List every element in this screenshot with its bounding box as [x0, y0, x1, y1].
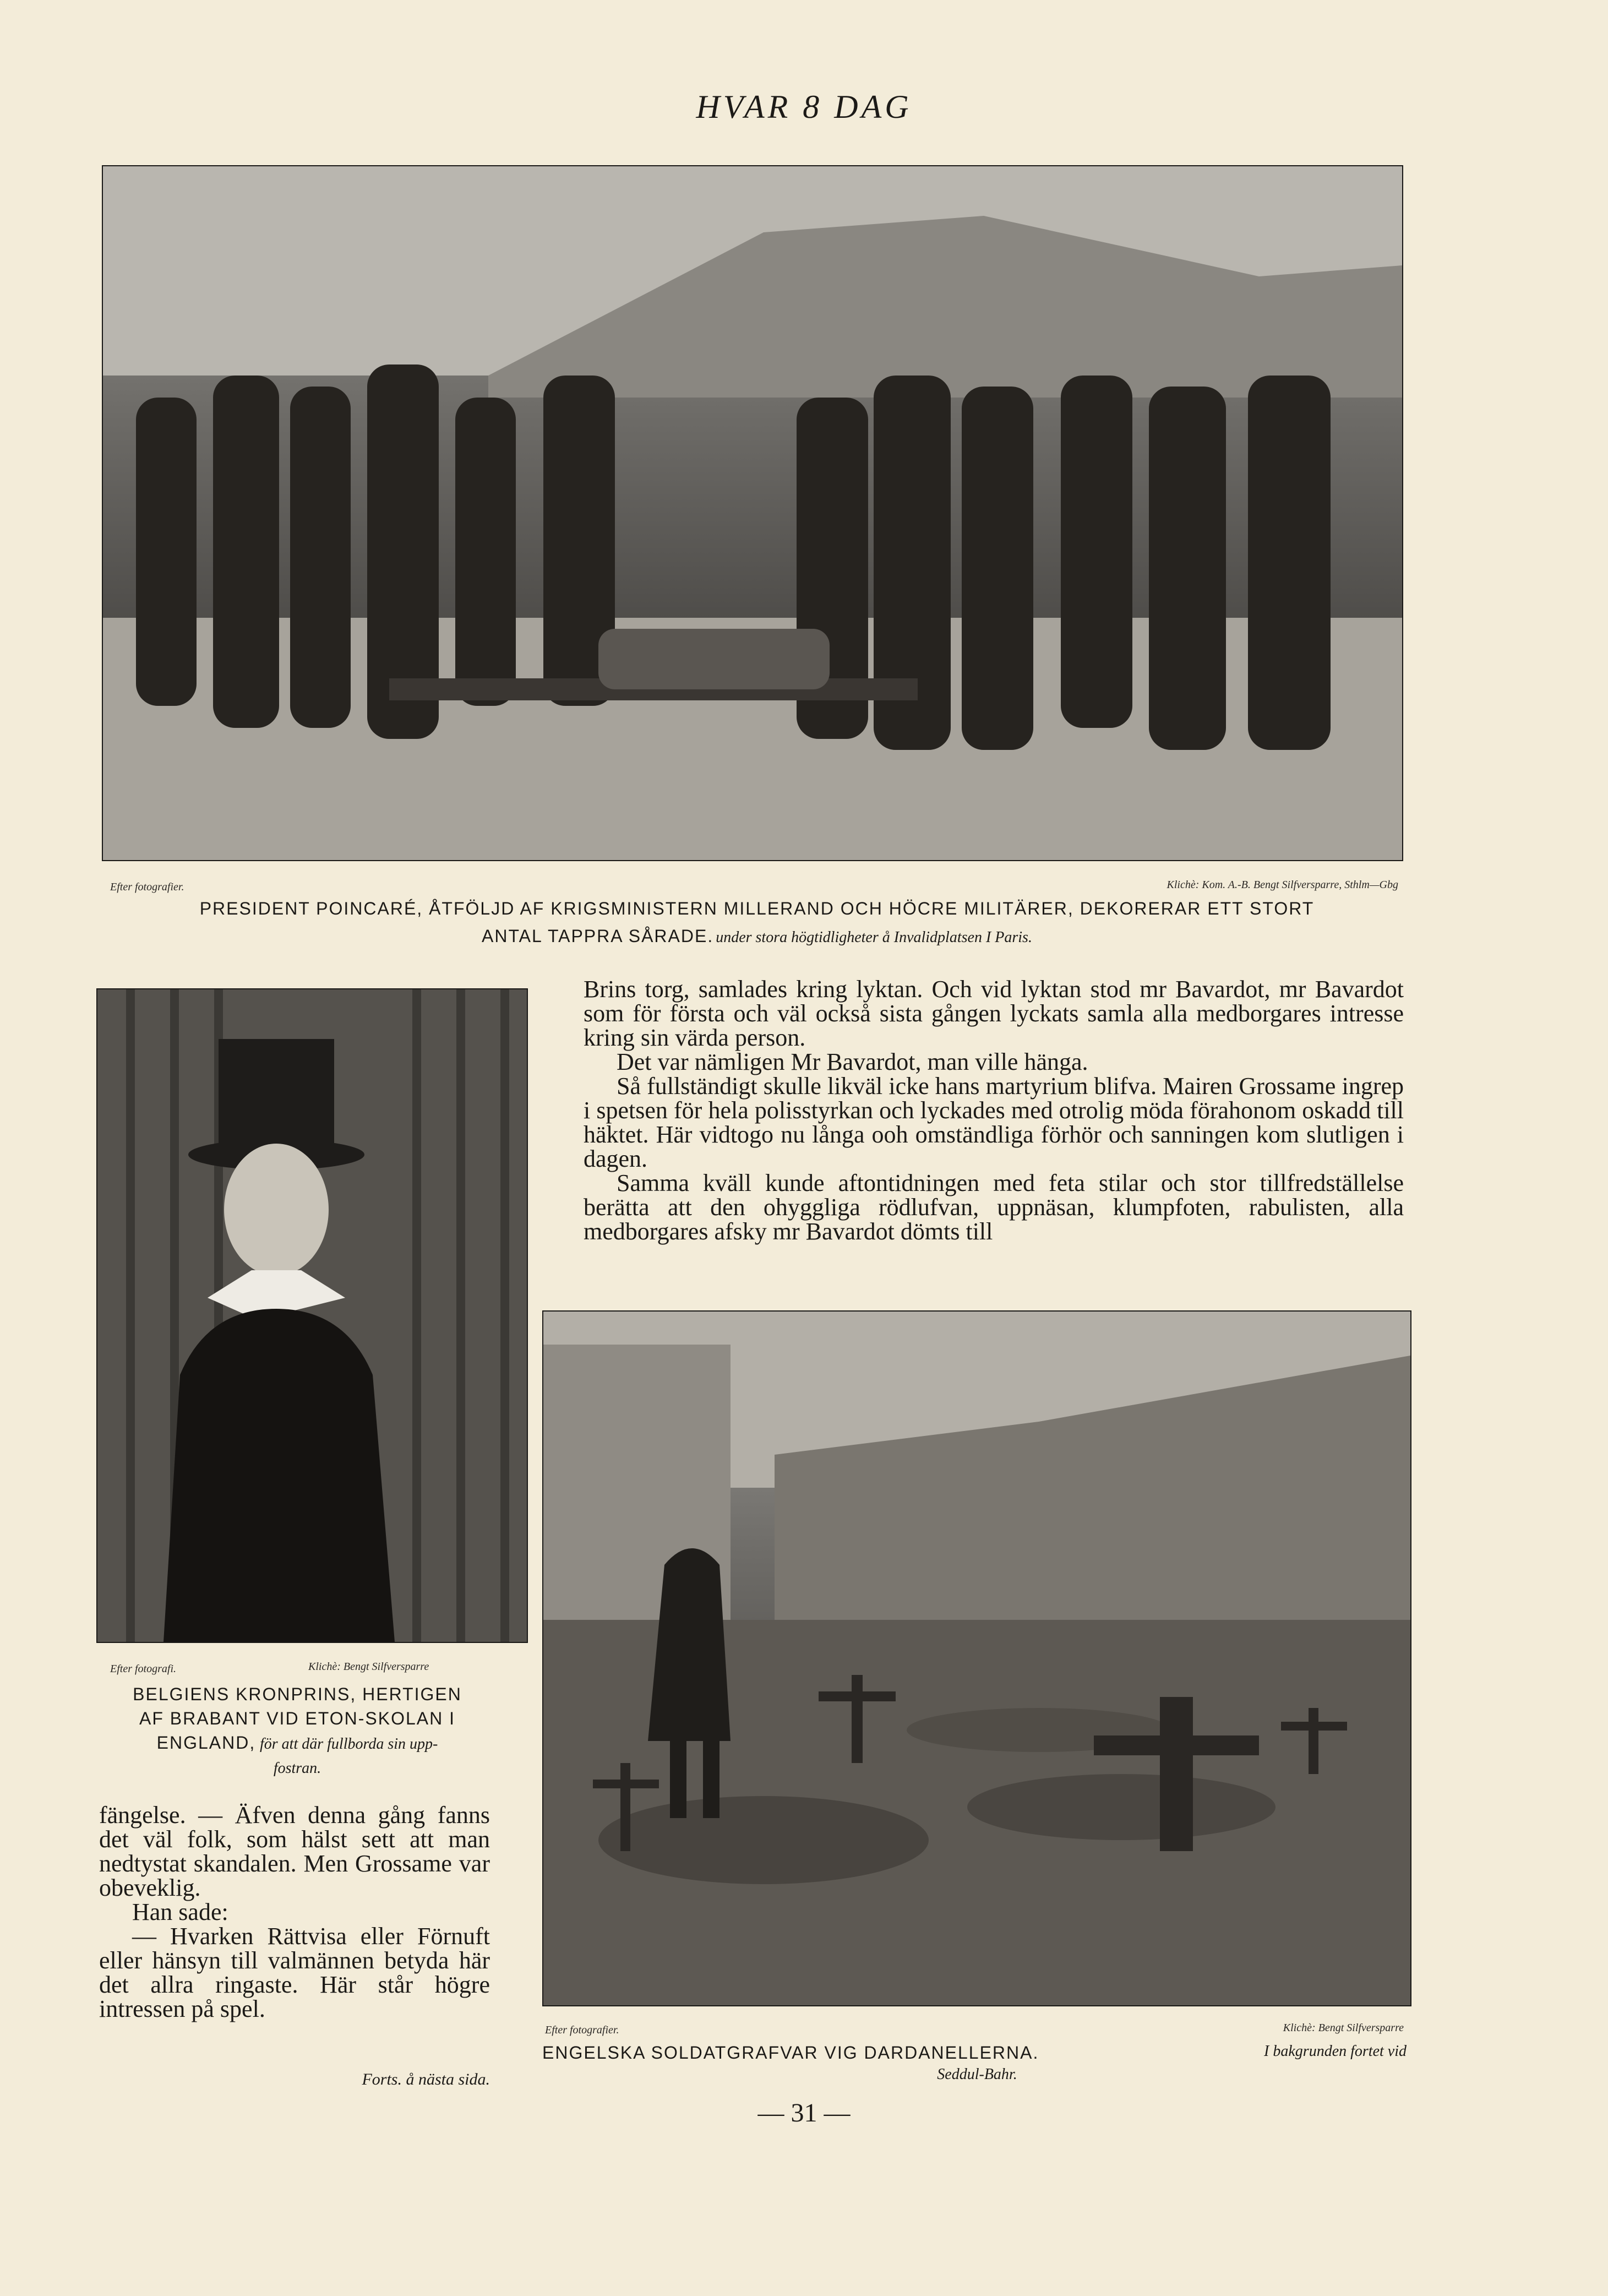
photo-top-caption-line-1: PRESIDENT POINCARÉ, ÅTFÖLJD AF KRIGSMINISTERN MILLERAND OCH HÖCRE MILITÄRER, DEKORERAR ETT STORT: [199, 899, 1315, 918]
photo-graves-scene: [543, 1312, 1410, 2005]
photo-left-credit-right: Klichè: Bengt Silfversparre: [308, 1661, 429, 1673]
photo-right-credit-left: Efter fotografier.: [545, 2024, 619, 2036]
article-right-paragraph-1: Brins torg, samlades kring lyktan. Och vid lyktan stod mr Bavardot, mr Bavardot som för första och väl också sista gången lyckats samla alla medborgares intresse kring sin värda person.: [584, 976, 1404, 1051]
photo-left-credit-left: Efter fotografi.: [110, 1663, 176, 1675]
photo-right-credit-right: Klichè: Bengt Silfversparre: [1283, 2022, 1404, 2034]
article-left-paragraph-1: fängelse. — Äfven denna gång fanns det väl folk, som hälst sett att man nedtystat skandalen. Men Grossame var obeveklig.: [99, 1802, 490, 1901]
photo-left-caption-line-3: [99, 1731, 495, 1756]
photo-right-caption-line-2: Seddul-Bahr.: [937, 2066, 1017, 2083]
photo-left-caption-caps: ENGLAND,: [156, 1733, 256, 1753]
article-left-column: [99, 1803, 490, 2021]
photo-left-caption-line-4: fostran.: [273, 1760, 321, 1777]
article-right-paragraph-4: Samma kväll kunde aftontidningen med feta stilar och stor tillfredställelse berätta att den ohyggliga rödlufvan, uppnäsan, klumpfoten, rabulisten, alla medborgares afsky mr Bavardot dömts till: [584, 1169, 1404, 1245]
photo-top-caption-line-2: [105, 926, 1409, 946]
photo-left-caption-line-2: AF BRABANT VID ETON-SKOLAN I: [139, 1709, 456, 1728]
page-header-title: HVAR 8 DAG: [696, 89, 912, 125]
photo-left-caption-italic: för att där fullborda sin upp-: [260, 1735, 438, 1753]
article-left-paragraph-2: Han sade:: [132, 1898, 228, 1925]
photo-right-caption-caps: ENGELSKA SOLDATGRAFVAR VIG DARDANELLERNA.: [542, 2043, 1039, 2063]
photo-ceremony-scene: [103, 166, 1402, 860]
photo-belgian-crown-prince: [96, 988, 528, 1643]
photo-poincare-ceremony: [102, 165, 1403, 861]
photo-top-credit-right: Klichè: Kom. A.-B. Bengt Silfversparre, Sthlm—Gbg: [1167, 879, 1398, 891]
photo-right-caption-italic: I bakgrunden fortet vid: [1264, 2043, 1407, 2060]
photo-left-caption: [99, 1682, 495, 1781]
article-right-column: [584, 977, 1404, 1244]
article-right-paragraph-3: Så fullständigt skulle likväl icke hans martyrium blifva. Mairen Grossame ingrep i spetsen för hela polisstyrkan och lyckades med otrolig möda förahonom oskadd till häktet. Här vidtogo nu långa ooh omständliga förhör och sanningen kom slutligen i dagen.: [584, 1073, 1404, 1172]
photo-left-caption-line-1: BELGIENS KRONPRINS, HERTIGEN: [133, 1684, 462, 1704]
photo-top-caption-caps: ANTAL TAPPRA SÅRADE.: [482, 926, 714, 946]
article-right-paragraph-2: Det var nämligen Mr Bavardot, man ville hänga.: [617, 1048, 1088, 1075]
article-left-paragraph-3: — Hvarken Rättvisa eller Förnuft eller hänsyn till valmännen betyda här det allra ringaste. Här står högre intressen på spel.: [99, 1923, 490, 2022]
photo-top-credit-left: Efter fotografier.: [110, 881, 184, 893]
photo-top-caption-italic: under stora högtidligheter å Invalidplatsen I Paris.: [716, 929, 1032, 946]
photo-right-caption-line-1: [542, 2043, 1412, 2063]
article-continued-note: Forts. å nästa sida.: [362, 2070, 490, 2088]
page-number: — 31 —: [757, 2098, 851, 2128]
photo-dardanelles-graves: [542, 1310, 1411, 2006]
photo-crown-prince-portrait: [97, 989, 527, 1642]
